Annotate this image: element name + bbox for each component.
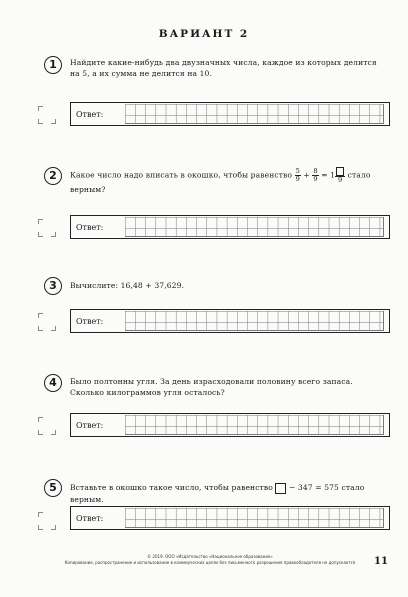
task-1: [0, 56, 408, 146]
task-text-after: стало верным?: [70, 170, 371, 194]
blank-box[interactable]: [336, 167, 344, 176]
answer-grid[interactable]: [125, 217, 384, 237]
answer-box[interactable]: [70, 413, 390, 437]
answer-label: Ответ:: [76, 513, 104, 523]
blank-box[interactable]: [275, 483, 286, 494]
answer-box[interactable]: [70, 506, 390, 530]
fraction-8-9: $\frac{8}{9}$: [313, 167, 318, 183]
task-text-before: Какое число надо вписать в окошко, чтобы равенство: [70, 170, 293, 180]
task-text: [70, 482, 388, 505]
answer-label: Ответ:: [76, 109, 104, 119]
corner-marks: [38, 219, 56, 237]
task-text: Найдите какие-нибудь два двузначных числа, каждое из которых делится на 5, а их сумма не делится на 10.: [70, 58, 377, 78]
task-number: 2: [44, 167, 62, 185]
answer-box[interactable]: [70, 309, 390, 333]
task-text: Вычислите: 16,48 + 37,629.: [70, 281, 185, 290]
task-number: 4: [44, 374, 62, 392]
answer-label: Ответ:: [76, 222, 104, 232]
corner-marks: [38, 512, 56, 530]
footer-copyright: © 2019. ООО «Издательство «Национальное образование»: [147, 554, 273, 559]
answer-label: Ответ:: [76, 420, 104, 430]
answer-grid[interactable]: [125, 415, 384, 435]
task-2: [0, 165, 408, 255]
plus-sign: +: [303, 170, 310, 180]
task-text: Было полтонны угля. За день израсходовали половину всего запаса. Сколько килограммов угля осталось?: [70, 377, 353, 397]
footer-notice: Копирование, распространение и использование в коммерческих целях без письменного разрешения правообладателя не допускается: [64, 559, 356, 565]
task-3: [0, 277, 408, 367]
equals-sign: = 1: [321, 170, 336, 180]
answer-grid[interactable]: [125, 508, 384, 528]
task-text: [70, 167, 388, 195]
task-text-after: − 347 = 575 стало верным.: [70, 483, 365, 504]
answer-label: Ответ:: [76, 316, 104, 326]
task-4: [0, 374, 408, 464]
task-number: 3: [44, 277, 62, 295]
answer-grid[interactable]: [125, 311, 384, 331]
corner-marks: [38, 417, 56, 435]
footer: [40, 554, 380, 565]
task-number: 1: [44, 56, 62, 74]
page-number: 11: [374, 556, 388, 567]
answer-grid[interactable]: [125, 104, 384, 124]
answer-box[interactable]: [70, 215, 390, 239]
task-text-before: Вставьте в окошко такое число, чтобы равенство: [70, 483, 273, 492]
corner-marks: [38, 313, 56, 331]
answer-box[interactable]: [70, 102, 390, 126]
corner-marks: [38, 106, 56, 124]
task-number: 5: [44, 479, 62, 497]
fraction-blank-9: 9: [335, 167, 345, 184]
fraction-5-9: $\frac{5}{9}$: [295, 167, 300, 183]
page-title: ВАРИАНТ 2: [158, 28, 250, 40]
